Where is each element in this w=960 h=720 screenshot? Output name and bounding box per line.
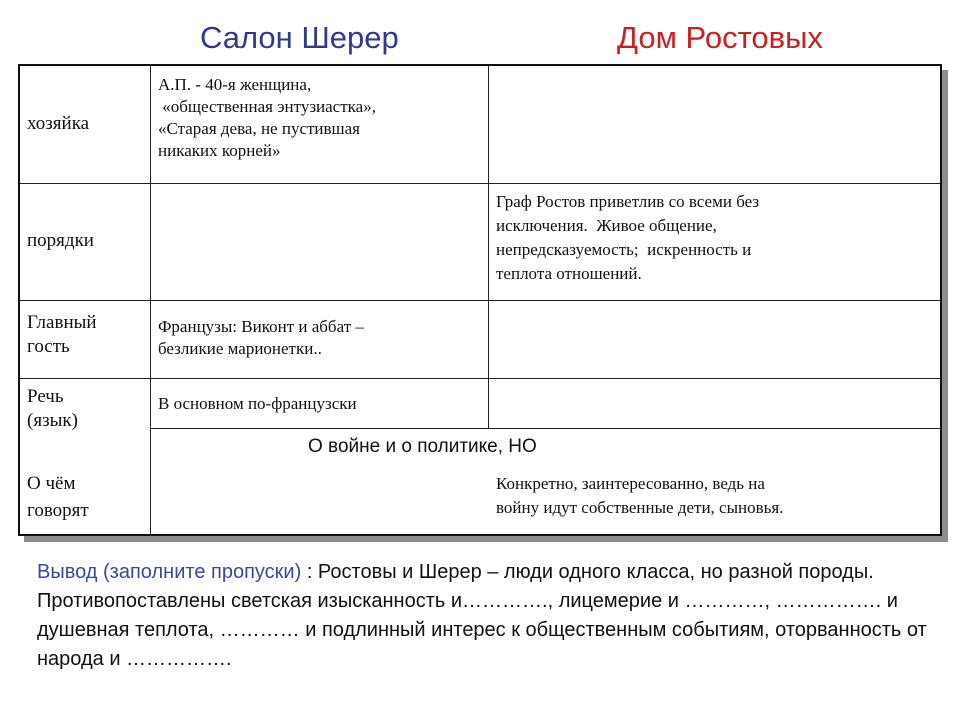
row-divider <box>20 378 940 379</box>
row-label-hostess: хозяйка <box>27 113 90 134</box>
cell-rostov-order: Граф Ростов приветлив со всеми без исключения. Живое общение, непредсказуемость; искренность и теплота отношений. <box>496 192 760 283</box>
conclusion-lead: Вывод (заполните пропуски) <box>37 561 302 583</box>
row-label-order: порядки <box>27 230 94 251</box>
cell-sherer-speech: В основном по-французски <box>158 394 357 413</box>
topics-common-note: О войне и о политике, НО <box>308 436 537 457</box>
row-label-speech: Речь (язык) <box>27 386 78 431</box>
row-divider <box>20 183 940 184</box>
column-divider <box>150 66 151 534</box>
row-label-topics: О чём говорят <box>27 473 89 521</box>
cell-sherer-guest: Французы: Виконт и аббат – безликие марионетки.. <box>158 317 364 358</box>
row-label-guest: Главный гость <box>27 312 97 357</box>
row-divider <box>20 300 940 301</box>
comparison-table <box>18 64 942 536</box>
column-divider <box>488 66 489 428</box>
conclusion-body: : Ростовы и Шерер – люди одного класса, но разной породы. Противопоставлены светская изысканность и…………., лицемерие и …………, ……………. и душевная теплота, ………… и подлинный интерес к общественным событиям, оторванность от народа и ……………. <box>37 561 927 670</box>
conclusion-text <box>37 558 937 674</box>
column-header-rostov: Дом Ростовых <box>617 20 823 55</box>
cell-rostov-topics: Конкретно, заинтересованно, ведь на войну идут собственные дети, сыновья. <box>496 474 784 517</box>
cell-sherer-hostess: А.П. - 40-я женщина, «общественная энтузиастка», «Старая дева, не пустившая никаких корней» <box>158 75 376 160</box>
column-header-sherer: Салон Шерер <box>200 20 399 55</box>
row-divider <box>150 428 940 429</box>
